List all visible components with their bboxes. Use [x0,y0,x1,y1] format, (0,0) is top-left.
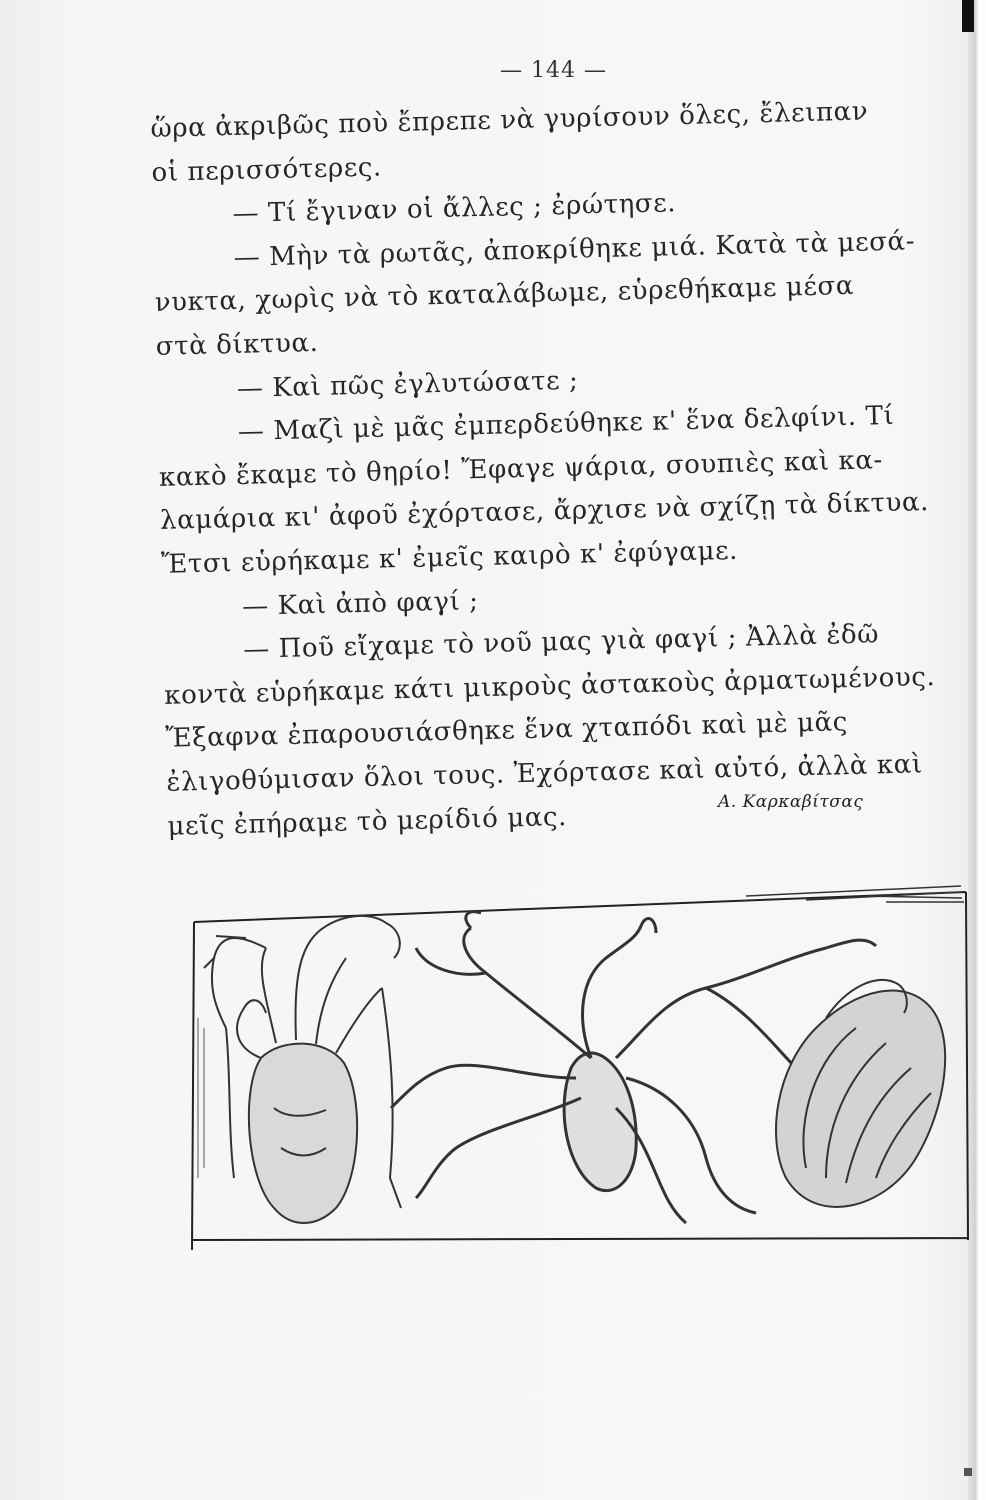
body-text [150,88,976,849]
frame-hatching [198,1018,204,1178]
text-line: νυκτα, χωρὶς νὰ τὸ καταλάβωμε, εὑρεθήκαμε μέσα [154,271,855,319]
text-line: ὥρα ἀκριβῶς ποὺ ἔπρεπε νὰ γυρίσουν ὅλες, ἔλειπαν [150,96,869,144]
scan-artifact [964,1468,972,1476]
text-line: στὰ δίκτυα. [155,327,319,362]
author-signature: Α. Καρκαβίτσας [718,792,864,812]
text-line: κοντὰ εὑρήκαμε κάτι μικροὺς ἀστακοὺς ἀρματωμένους. [163,661,936,711]
text-line: λαμάρια κι' ἀφοῦ ἐχόρτασε, ἄρχισε νὰ σχίζῃ τὰ δίκτυα. [159,487,930,537]
text-line: Ἔξαφνα ἐπαρουσιάσθηκε ἕνα χταπόδι καὶ μὲ μᾶς [165,707,849,755]
text-line: ἐλιγοθύμισαν ὅλοι τους. Ἐχόρτασε καὶ αὐτό, ἀλλὰ καὶ [166,749,923,798]
text-line: — Ποῦ εἴχαμε τὸ νοῦ μας γιὰ φαγί ; Ἀλλὰ ἐδῶ [242,619,880,666]
text-line: — Καὶ πῶς ἐγλυτώσατε ; [236,365,579,404]
sea-creatures-illustration [186,878,972,1250]
text-line: οἱ περισσότερες. [151,151,383,188]
text-line: — Μαζὶ μὲ μᾶς ἐμπερδεύθηκε κ' ἕνα δελφίνι. Τί [237,401,895,448]
page-number: — 144 — [500,58,607,83]
text-line: — Τί ἔγιναν οἱ ἄλλες ; ἐρώτησε. [232,188,677,230]
text-line: Ἔτσι εὑρήκαμε κ' ἐμεῖς καιρὸ κ' ἐφύγαμε. [160,535,739,580]
text-line: κακὸ ἔκαμε τὸ θηρίο! Ἔφαγε ψάρια, σουπιὲς καὶ κα- [158,444,884,493]
cuttlefish-figure [204,916,401,1223]
mussel-figure [776,980,945,1207]
text-line: — Μὴν τὰ ρωτᾶς, ἀποκρίθηκε μιά. Κατὰ τὰ μεσά- [233,226,916,273]
text-line: μεῖς ἐπήραμε τὸ μερίδιό μας. [167,801,568,842]
scan-corner-mark [962,0,974,32]
text-line: — Καὶ ἀπὸ φαγί ; [241,585,479,622]
